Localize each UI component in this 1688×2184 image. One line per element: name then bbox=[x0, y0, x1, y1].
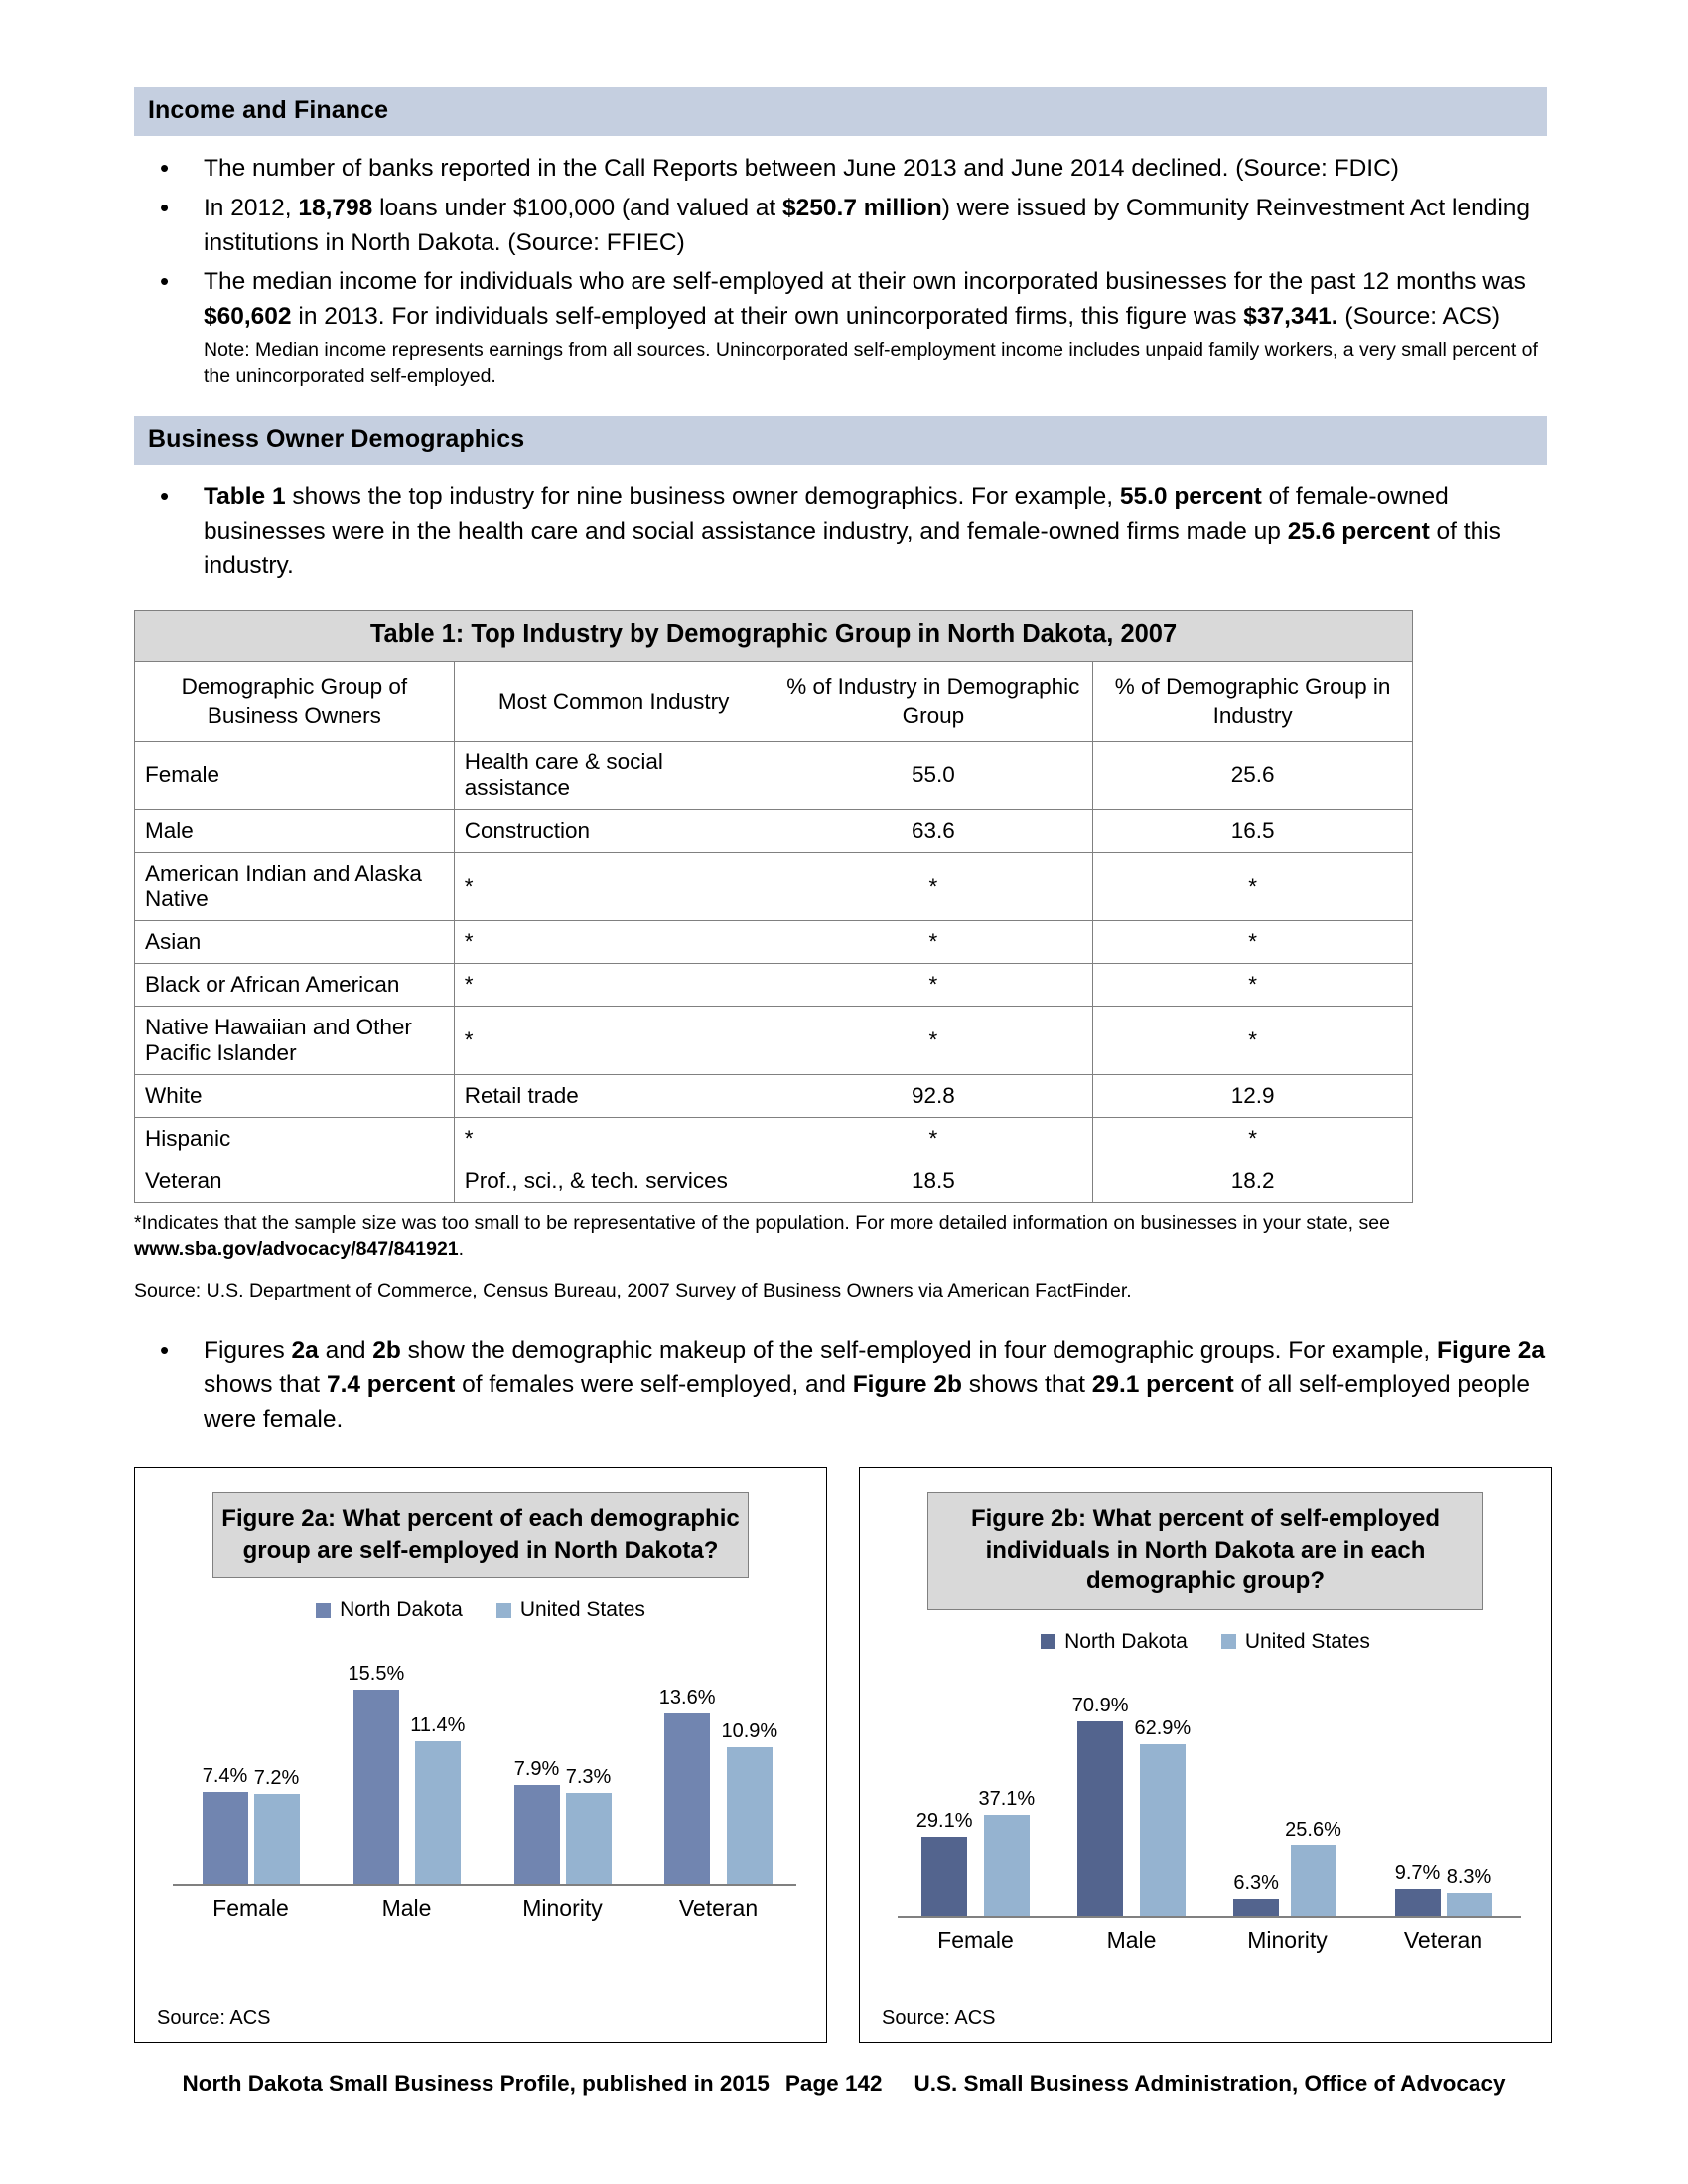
figure-2a-legend bbox=[135, 1598, 826, 1622]
plain-text: of females were self-employed, and bbox=[455, 1371, 853, 1399]
bar-wrapper bbox=[979, 1788, 1036, 1916]
plain-text: of all self-employed people were female. bbox=[204, 1371, 1530, 1433]
emphasis-text: $60,602 bbox=[204, 303, 292, 331]
x-axis-label: Minority bbox=[522, 1895, 603, 1922]
bar-group bbox=[1057, 1695, 1206, 1915]
bullet-text bbox=[204, 268, 1526, 330]
emphasis-text: Table 1 bbox=[204, 482, 286, 510]
figure-2b-container bbox=[859, 1467, 1552, 2043]
plain-text: shows that bbox=[204, 1371, 327, 1399]
list-item bbox=[134, 1334, 1554, 1437]
bar-value-label: 7.3% bbox=[565, 1765, 612, 1788]
cell-pct-group: 12.9 bbox=[1093, 1074, 1413, 1117]
section-header-business-owner-demographics: Business Owner Demographics bbox=[134, 416, 1547, 465]
plain-text: . bbox=[458, 1237, 465, 1260]
plain-text: loans under $100,000 (and valued at bbox=[372, 194, 783, 221]
cell-demographic-group: Veteran bbox=[135, 1160, 455, 1202]
cell-industry: * bbox=[454, 963, 774, 1006]
legend-item-north-dakota bbox=[1041, 1630, 1188, 1654]
bar bbox=[1233, 1899, 1279, 1916]
bar-value-label: 13.6% bbox=[658, 1687, 716, 1709]
table-row bbox=[135, 1117, 1413, 1160]
cell-industry: Construction bbox=[454, 809, 774, 852]
bar-wrapper bbox=[659, 1687, 716, 1884]
bar bbox=[1140, 1744, 1186, 1916]
page-content bbox=[134, 87, 1554, 2043]
bar-value-label: 62.9% bbox=[1134, 1716, 1192, 1739]
list-item bbox=[134, 152, 1554, 187]
legend-swatch bbox=[316, 1603, 331, 1618]
bullet-text bbox=[204, 155, 1399, 182]
legend-swatch bbox=[1041, 1634, 1055, 1649]
bar-wrapper bbox=[203, 1765, 248, 1885]
bar bbox=[514, 1785, 560, 1884]
cell-pct-industry: * bbox=[774, 920, 1093, 963]
legend-label: North Dakota bbox=[340, 1598, 463, 1622]
plain-text: in 2013. For individuals self-employed at their own unincorporated firms, this figure was bbox=[291, 303, 1244, 331]
list-item bbox=[134, 265, 1554, 389]
table-column-header-demographic-group: Demographic Group of Business Owners bbox=[135, 662, 455, 742]
table-row bbox=[135, 852, 1413, 920]
bar-wrapper bbox=[916, 1810, 973, 1916]
emphasis-text: 55.0 percent bbox=[1119, 482, 1262, 510]
figures-row bbox=[134, 1467, 1554, 2043]
footer-page: Page 142 bbox=[784, 2071, 883, 2096]
bar-value-label: 37.1% bbox=[978, 1787, 1036, 1810]
table-column-header-pct-industry: % of Industry in Demographic Group bbox=[774, 662, 1093, 742]
plain-text: The number of banks reported in the Call Reports between June 2013 and June 2014 declined. (Source: FDIC) bbox=[204, 155, 1399, 182]
emphasis-text: 2b bbox=[372, 1336, 401, 1364]
cell-pct-group: * bbox=[1093, 1006, 1413, 1074]
figure-2b-title: Figure 2b: What percent of self-employed individuals in North Dakota are in each demographic group? bbox=[927, 1492, 1483, 1610]
plain-text: ) were issued by Community Reinvestment Act lending institutions in North Dakota. (Source: FFIEC) bbox=[204, 194, 1531, 256]
table-row bbox=[135, 809, 1413, 852]
plain-text: In 2012, bbox=[204, 194, 299, 221]
bar-value-label: 9.7% bbox=[1394, 1862, 1441, 1885]
table-footnote bbox=[134, 1210, 1425, 1263]
x-axis bbox=[898, 1916, 1521, 1918]
list-item bbox=[134, 192, 1554, 261]
cell-pct-group: * bbox=[1093, 852, 1413, 920]
cell-pct-industry: 92.8 bbox=[774, 1074, 1093, 1117]
x-axis-label: Veteran bbox=[678, 1895, 759, 1922]
legend-item-united-states bbox=[496, 1598, 645, 1622]
table-row bbox=[135, 963, 1413, 1006]
bar bbox=[353, 1690, 399, 1884]
bar-group bbox=[177, 1765, 326, 1885]
figure-2b-legend bbox=[860, 1630, 1551, 1654]
table-row bbox=[135, 920, 1413, 963]
figure-2b-source: Source: ACS bbox=[882, 2006, 996, 2029]
bar bbox=[921, 1837, 967, 1916]
x-axis-label: Male bbox=[1106, 1926, 1157, 1953]
plain-text: (Source: ACS) bbox=[1337, 303, 1501, 331]
cell-industry: * bbox=[454, 852, 774, 920]
bar-wrapper bbox=[514, 1758, 560, 1884]
bar-value-label: 7.4% bbox=[202, 1764, 248, 1787]
emphasis-text: 7.4 percent bbox=[326, 1371, 456, 1399]
page-footer bbox=[134, 2071, 1554, 2097]
bar-value-label: 25.6% bbox=[1285, 1819, 1341, 1842]
cell-pct-industry: * bbox=[774, 1006, 1093, 1074]
bar bbox=[566, 1793, 612, 1884]
x-axis-label: Veteran bbox=[1403, 1926, 1483, 1953]
plain-text: and bbox=[318, 1336, 373, 1364]
table-column-header-pct-group: % of Demographic Group in Industry bbox=[1093, 662, 1413, 742]
bullet-text bbox=[204, 483, 1501, 580]
bar-value-label: 10.9% bbox=[721, 1720, 778, 1743]
emphasis-text: www.sba.gov/advocacy/847/841921 bbox=[134, 1237, 459, 1260]
table-title: Table 1: Top Industry by Demographic Group in North Dakota, 2007 bbox=[135, 611, 1413, 662]
x-axis-label: Male bbox=[381, 1895, 432, 1922]
bar-group bbox=[1369, 1862, 1518, 1916]
legend-swatch bbox=[496, 1603, 511, 1618]
cell-pct-industry: * bbox=[774, 852, 1093, 920]
bullet-text bbox=[204, 1337, 1545, 1433]
cell-demographic-group: Female bbox=[135, 741, 455, 809]
bar-value-label: 15.5% bbox=[348, 1663, 405, 1686]
bar bbox=[1395, 1889, 1441, 1916]
cell-demographic-group: White bbox=[135, 1074, 455, 1117]
bar-value-label: 6.3% bbox=[1233, 1871, 1279, 1894]
figure-2b-plot bbox=[880, 1662, 1531, 1960]
figure-2a-source: Source: ACS bbox=[157, 2006, 271, 2029]
cell-pct-group: 25.6 bbox=[1093, 741, 1413, 809]
cell-industry: Retail trade bbox=[454, 1074, 774, 1117]
cell-pct-group: * bbox=[1093, 920, 1413, 963]
bar-wrapper bbox=[566, 1766, 612, 1884]
bar-value-label: 29.1% bbox=[915, 1809, 973, 1832]
emphasis-text: 2a bbox=[291, 1336, 319, 1364]
bar-wrapper bbox=[349, 1663, 405, 1884]
plain-text: show the demographic makeup of the self-employed in four demographic groups. For example, bbox=[400, 1336, 1438, 1364]
table-row bbox=[135, 1074, 1413, 1117]
cell-demographic-group: Black or African American bbox=[135, 963, 455, 1006]
figure-2a-plot bbox=[155, 1630, 806, 1928]
cell-pct-industry: 63.6 bbox=[774, 809, 1093, 852]
bar-wrapper bbox=[1233, 1872, 1279, 1916]
income-bullet-list bbox=[134, 152, 1554, 390]
table-column-header-industry: Most Common Industry bbox=[454, 662, 774, 742]
bar-wrapper bbox=[1395, 1862, 1441, 1916]
bar bbox=[203, 1792, 248, 1885]
bar-wrapper bbox=[1135, 1717, 1192, 1916]
table-source: Source: U.S. Department of Commerce, Census Bureau, 2007 Survey of Business Owners via American FactFinder. bbox=[134, 1280, 1132, 1302]
cell-industry: Health care & social assistance bbox=[454, 741, 774, 809]
bar-wrapper bbox=[722, 1720, 778, 1884]
bar-group bbox=[1213, 1819, 1362, 1916]
emphasis-text: $250.7 million bbox=[782, 194, 942, 221]
cell-pct-group: 16.5 bbox=[1093, 809, 1413, 852]
section-header-income-finance: Income and Finance bbox=[134, 87, 1547, 136]
cell-industry: * bbox=[454, 920, 774, 963]
bar bbox=[664, 1713, 710, 1884]
table-row bbox=[135, 1160, 1413, 1202]
bar bbox=[727, 1747, 773, 1884]
income-note: Note: Median income represents earnings from all sources. Unincorporated self-employment income includes unpaid family workers, a very small percent of the unincorporated self-employed. bbox=[204, 339, 1538, 387]
bar-value-label: 8.3% bbox=[1446, 1866, 1492, 1889]
emphasis-text: Figure 2a bbox=[1437, 1336, 1545, 1364]
footer-right: U.S. Small Business Administration, Office of Advocacy bbox=[914, 2071, 1506, 2096]
legend-item-united-states bbox=[1221, 1630, 1370, 1654]
legend-item-north-dakota bbox=[316, 1598, 463, 1622]
cell-demographic-group: Male bbox=[135, 809, 455, 852]
list-item bbox=[134, 480, 1554, 584]
x-axis bbox=[173, 1884, 796, 1886]
plain-text: shows the top industry for nine business owner demographics. For example, bbox=[285, 482, 1120, 510]
plain-text: Figures bbox=[204, 1336, 292, 1364]
cell-industry: Prof., sci., & tech. services bbox=[454, 1160, 774, 1202]
cell-demographic-group: Native Hawaiian and Other Pacific Islander bbox=[135, 1006, 455, 1074]
emphasis-text: Figure 2b bbox=[852, 1371, 962, 1399]
legend-label: United States bbox=[1244, 1629, 1370, 1653]
cell-pct-industry: 18.5 bbox=[774, 1160, 1093, 1202]
legend-label: United States bbox=[519, 1598, 645, 1622]
bar-group bbox=[644, 1687, 793, 1884]
cell-pct-group: 18.2 bbox=[1093, 1160, 1413, 1202]
bar-wrapper bbox=[1447, 1866, 1492, 1916]
bar bbox=[984, 1815, 1030, 1916]
bar-group bbox=[902, 1788, 1051, 1916]
x-axis-label: Minority bbox=[1247, 1926, 1328, 1953]
legend-label: North Dakota bbox=[1064, 1629, 1188, 1653]
cell-industry: * bbox=[454, 1006, 774, 1074]
bar bbox=[415, 1741, 461, 1884]
x-axis-label: Female bbox=[937, 1926, 1014, 1953]
bar bbox=[1291, 1845, 1336, 1916]
plain-text: of female-owned businesses were in the health care and social assistance industry, and female-owned firms made up bbox=[204, 482, 1449, 545]
table-row bbox=[135, 1006, 1413, 1074]
figures-bullet-list bbox=[134, 1334, 1554, 1437]
bullet-text bbox=[204, 195, 1530, 256]
plain-text: shows that bbox=[961, 1371, 1092, 1399]
bar-wrapper bbox=[254, 1767, 300, 1884]
table-row bbox=[135, 741, 1413, 809]
figure-2a-title: Figure 2a: What percent of each demographic group are self-employed in North Dakota? bbox=[212, 1492, 749, 1578]
emphasis-text: $37,341. bbox=[1243, 303, 1338, 331]
bar-group bbox=[489, 1758, 637, 1884]
plain-text: of this industry. bbox=[204, 517, 1501, 580]
cell-demographic-group: Asian bbox=[135, 920, 455, 963]
emphasis-text: 29.1 percent bbox=[1091, 1371, 1234, 1399]
cell-pct-industry: * bbox=[774, 963, 1093, 1006]
bar-value-label: 7.2% bbox=[253, 1767, 300, 1790]
bar bbox=[1077, 1721, 1123, 1915]
figure-2a-container bbox=[134, 1467, 827, 2043]
x-axis-label: Female bbox=[212, 1895, 289, 1922]
bar-value-label: 11.4% bbox=[410, 1714, 466, 1737]
bar-wrapper bbox=[1072, 1695, 1129, 1915]
legend-swatch bbox=[1221, 1634, 1236, 1649]
bar-value-label: 7.9% bbox=[513, 1758, 560, 1781]
cell-pct-industry: 55.0 bbox=[774, 741, 1093, 809]
plain-text: The median income for individuals who are self-employed at their own incorporated businesses for the past 12 months was bbox=[204, 268, 1526, 296]
cell-industry: * bbox=[454, 1117, 774, 1160]
table-body bbox=[135, 741, 1413, 1202]
cell-demographic-group: American Indian and Alaska Native bbox=[135, 852, 455, 920]
bar-wrapper bbox=[410, 1714, 465, 1884]
bar bbox=[254, 1794, 300, 1884]
emphasis-text: 25.6 percent bbox=[1287, 517, 1430, 545]
plain-text: *Indicates that the sample size was too small to be representative of the population. For more detailed information on businesses in your state, see bbox=[134, 1211, 1390, 1234]
cell-pct-industry: * bbox=[774, 1117, 1093, 1160]
emphasis-text: 18,798 bbox=[298, 194, 373, 221]
footer-left: North Dakota Small Business Profile, published in 2015 bbox=[182, 2071, 770, 2096]
demographics-bullet-list bbox=[134, 480, 1554, 584]
bar-value-label: 70.9% bbox=[1071, 1695, 1129, 1717]
table-top-industry-by-demographic bbox=[134, 610, 1413, 1203]
cell-pct-group: * bbox=[1093, 1117, 1413, 1160]
bar-wrapper bbox=[1285, 1819, 1341, 1916]
cell-demographic-group: Hispanic bbox=[135, 1117, 455, 1160]
bar-group bbox=[333, 1663, 482, 1884]
bar bbox=[1447, 1893, 1492, 1916]
cell-pct-group: * bbox=[1093, 963, 1413, 1006]
